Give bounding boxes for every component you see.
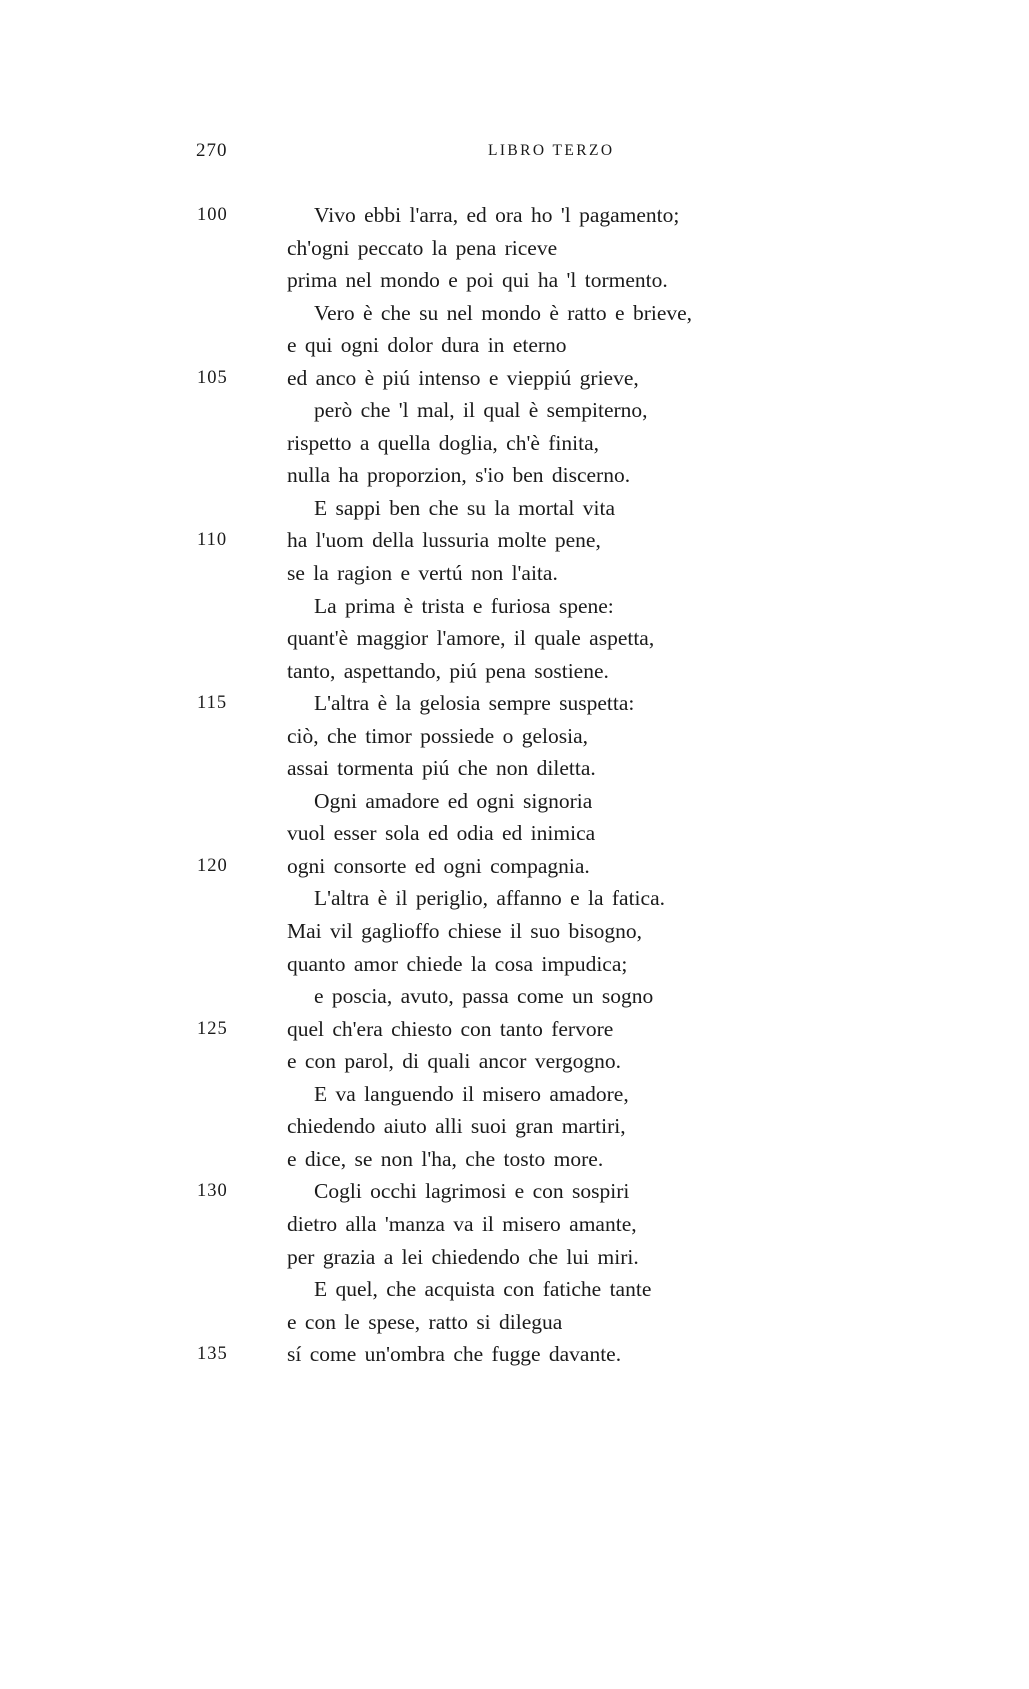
verse-text: ogni consorte ed ogni compagnia. (287, 853, 590, 878)
verse-line (0, 329, 1029, 362)
running-title: LIBRO TERZO (488, 142, 615, 159)
verse-text: rispetto a quella doglia, ch'è finita, (287, 430, 600, 455)
verse-text: L'altra è il periglio, affanno e la fatica. (314, 886, 665, 911)
verse-text: quel ch'era chiesto con tanto fervore (287, 1016, 614, 1041)
verse-text: La prima è trista e furiosa spene: (314, 593, 614, 618)
verse-text: Vero è che su nel mondo è ratto e brieve, (314, 300, 693, 325)
verse-line (0, 1143, 1029, 1176)
verse-line (0, 882, 1029, 915)
verse-line (0, 1013, 1029, 1046)
verse-line (0, 850, 1029, 883)
verse-line (0, 297, 1029, 330)
verse-text: dietro alla 'manza va il misero amante, (287, 1211, 637, 1236)
verse-text: vuol esser sola ed odia ed inimica (287, 821, 596, 846)
verse-line (0, 557, 1029, 590)
page-number: 270 (196, 140, 228, 161)
verse-text: e con le spese, ratto si dilegua (287, 1309, 563, 1334)
verse-line (0, 980, 1029, 1013)
verse-line (0, 1175, 1029, 1208)
verse-text: Ogni amadore ed ogni signoria (314, 788, 593, 813)
verse-text: ha l'uom della lussuria molte pene, (287, 528, 601, 553)
verse-text: chiedendo aiuto alli suoi gran martiri, (287, 1114, 626, 1139)
verse-line (0, 1110, 1029, 1143)
verse-line (0, 232, 1029, 265)
verse-text: e con parol, di quali ancor vergogno. (287, 1049, 622, 1074)
verse-text: assai tormenta piú che non diletta. (287, 756, 596, 781)
verse-text: ed anco è piú intenso e vieppiú grieve, (287, 365, 639, 390)
verse-text: Vivo ebbi l'arra, ed ora ho 'l pagamento; (314, 203, 680, 227)
verse-number: 130 (197, 1181, 228, 1202)
verse-line (0, 1241, 1029, 1274)
verse-text: e dice, se non l'ha, che tosto more. (287, 1146, 604, 1171)
verse-text: Mai vil gaglioffo chiese il suo bisogno, (287, 919, 642, 944)
verse-line (0, 362, 1029, 395)
verse-line (0, 785, 1029, 818)
verse-line (0, 524, 1029, 557)
verse-line (0, 1078, 1029, 1111)
verse-line (0, 752, 1029, 785)
verse-line (0, 459, 1029, 492)
verse-number: 135 (197, 1344, 228, 1365)
verse-number: 115 (197, 693, 228, 714)
verse-text: E sappi ben che su la mortal vita (314, 495, 616, 520)
verse-text: nulla ha proporzion, s'io ben discerno. (287, 463, 631, 488)
verse-text: prima nel mondo e poi qui ha 'l tormento. (287, 268, 668, 293)
verse-line (0, 1208, 1029, 1241)
verse-number: 105 (197, 367, 228, 388)
verse-text: sí come un'ombra che fugge davante. (287, 1342, 622, 1367)
verse-line (0, 817, 1029, 850)
verse-text: L'altra è la gelosia sempre suspetta: (314, 691, 635, 716)
verse-text: e poscia, avuto, passa come un sogno (314, 984, 654, 1009)
verse-text: ch'ogni peccato la pena riceve (287, 235, 558, 260)
verse-line (0, 1273, 1029, 1306)
verse-line (0, 687, 1029, 720)
verse-line (0, 492, 1029, 525)
verse-line (0, 948, 1029, 981)
verse-text: ciò, che timor possiede o gelosia, (287, 723, 588, 748)
verse-text: quant'è maggior l'amore, il quale aspetta, (287, 626, 655, 651)
verse-text: E quel, che acquista con fatiche tante (314, 1277, 652, 1302)
poem-verses (0, 199, 1029, 1371)
verse-text: E va languendo il misero amadore, (314, 1081, 629, 1106)
verse-line (0, 915, 1029, 948)
verse-text: e qui ogni dolor dura in eterno (287, 333, 567, 358)
verse-text: per grazia a lei chiedendo che lui miri. (287, 1244, 639, 1269)
verse-text: se la ragion e vertú non l'aita. (287, 561, 558, 586)
verse-line (0, 1045, 1029, 1078)
verse-text: Cogli occhi lagrimosi e con sospiri (314, 1179, 630, 1204)
verse-line (0, 590, 1029, 623)
verse-text: quanto amor chiede la cosa impudica; (287, 951, 628, 976)
verse-line (0, 720, 1029, 753)
verse-line (0, 199, 1029, 232)
verse-number: 110 (197, 530, 228, 551)
verse-line (0, 622, 1029, 655)
verse-line (0, 655, 1029, 688)
running-head (196, 140, 636, 168)
verse-line (0, 1306, 1029, 1339)
verse-text: però che 'l mal, il qual è sempiterno, (314, 398, 648, 423)
verse-number: 125 (197, 1018, 228, 1039)
verse-line (0, 394, 1029, 427)
verse-line (0, 264, 1029, 297)
verse-number: 120 (197, 855, 228, 876)
verse-line (0, 1338, 1029, 1371)
verse-text: tanto, aspettando, piú pena sostiene. (287, 658, 609, 683)
verse-line (0, 427, 1029, 460)
verse-number: 100 (197, 205, 228, 225)
